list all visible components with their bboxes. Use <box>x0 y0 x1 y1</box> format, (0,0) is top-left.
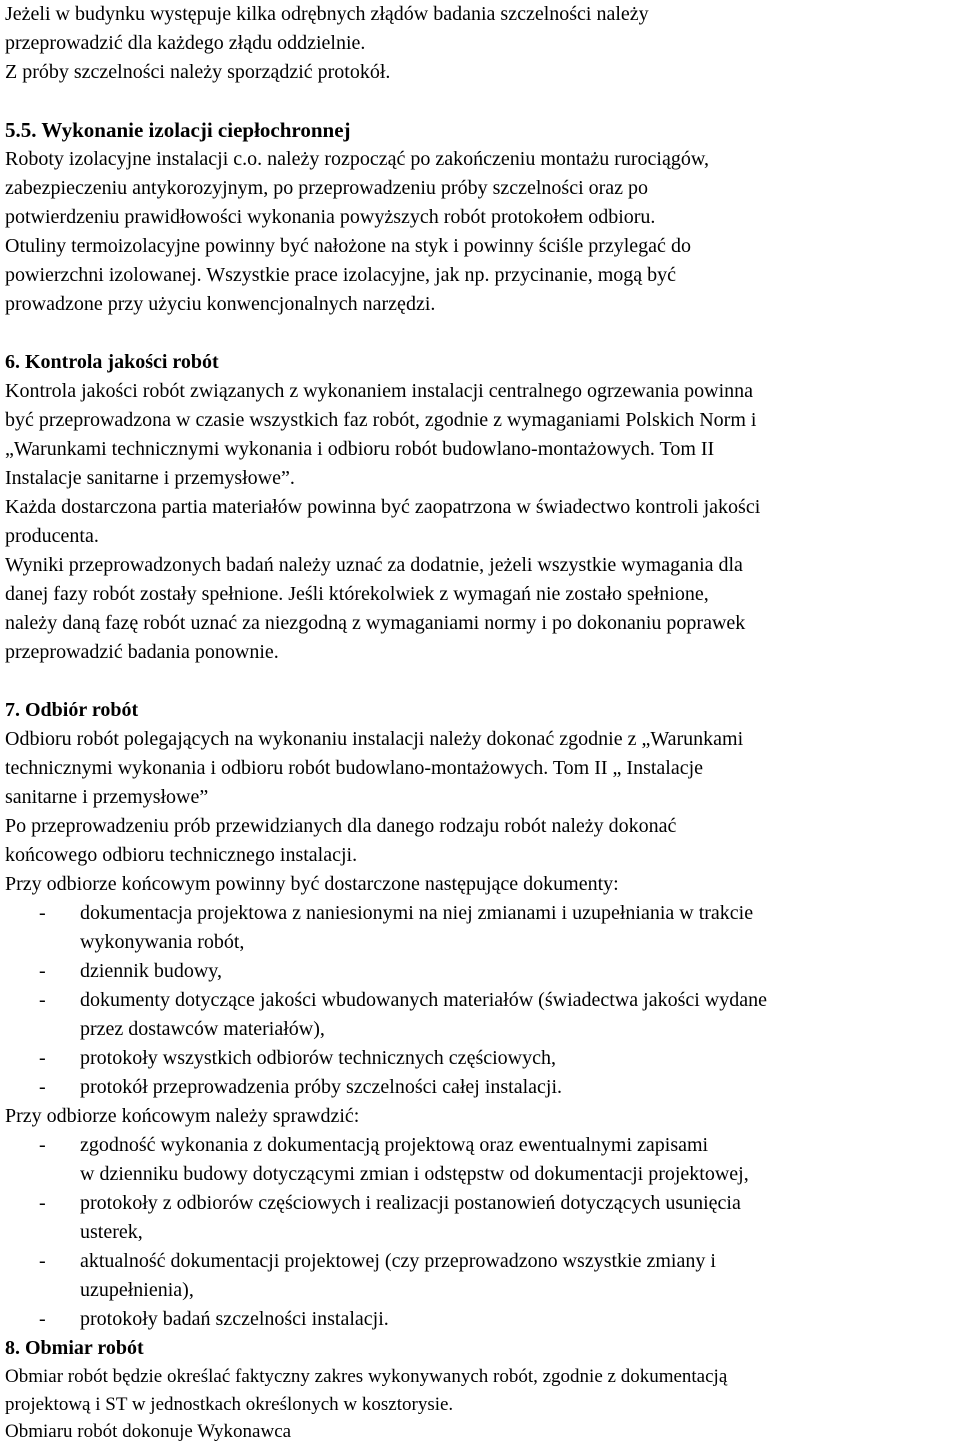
list-item-continuation: uzupełnienia), <box>80 1279 194 1301</box>
spacer <box>5 87 960 116</box>
list-item: - protokoły wszystkich odbiorów technicznych częściowych, <box>5 1044 960 1073</box>
dash-marker: - <box>39 1308 46 1330</box>
dash-marker: - <box>39 1076 46 1098</box>
text-line: sanitarne i przemysłowe” <box>5 786 209 808</box>
section-heading-5-5: 5.5. Wykonanie izolacji ciepłochronnej <box>5 118 351 142</box>
text-line: Obmiar robót będzie określać faktyczny zakres wykonywanych robót, zgodnie z dokumentacją <box>5 1366 728 1387</box>
text-line: technicznymi wykonania i odbioru robót budowlano-montażowych. Tom II „ Instalacje <box>5 757 704 779</box>
list-item-continuation: usterek, <box>80 1221 143 1243</box>
text-line: producenta. <box>5 525 99 547</box>
text-line: Po przeprowadzeniu prób przewidzianych dla danego rodzaju robót należy dokonać <box>5 815 677 837</box>
text-line: Instalacje sanitarne i przemysłowe”. <box>5 467 295 489</box>
text-line: Przy odbiorze końcowym należy sprawdzić: <box>5 1105 360 1127</box>
text-line: należy daną fazę robót uznać za niezgodną z wymaganiami normy i po dokonaniu poprawek <box>5 612 746 634</box>
text-line: Kontrola jakości robót związanych z wykonaniem instalacji centralnego ogrzewania powinna <box>5 380 754 402</box>
section-heading-6: 6. Kontrola jakości robót <box>5 351 219 373</box>
text-line: Przy odbiorze końcowym powinny być dostarczone następujące dokumenty: <box>5 873 619 895</box>
spacer <box>5 319 960 348</box>
section-heading-8: 8. Obmiar robót <box>5 1337 144 1359</box>
text-line: być przeprowadzona w czasie wszystkich faz robót, zgodnie z wymaganiami Polskich Norm i <box>5 409 757 431</box>
text-line: „Warunkami technicznymi wykonania i odbioru robót budowlano-montażowych. Tom II <box>5 438 715 460</box>
text-line: Odbioru robót polegających na wykonaniu instalacji należy dokonać zgodnie z „Warunkami <box>5 728 744 750</box>
dash-marker: - <box>39 989 46 1011</box>
text-line: końcowego odbioru technicznego instalacji. <box>5 844 358 866</box>
text-line: danej fazy robót zostały spełnione. Jeśli którekolwiek z wymagań nie zostało spełnione, <box>5 583 709 605</box>
dash-marker: - <box>39 902 46 924</box>
dash-marker: - <box>39 1134 46 1156</box>
text-line: Każda dostarczona partia materiałów powinna być zaopatrzona w świadectwo kontroli jakości <box>5 496 761 518</box>
section-heading-7: 7. Odbiór robót <box>5 699 139 721</box>
list-item-continuation: w dzienniku budowy dotyczącymi zmian i odstępstw od dokumentacji projektowej, <box>80 1163 749 1185</box>
text-line: projektową i ST w jednostkach określonych w kosztorysie. <box>5 1393 454 1415</box>
list-item: - aktualność dokumentacji projektowej (czy przeprowadzono wszystkie zmiany i <box>5 1247 960 1276</box>
text-line: prowadzone przy użyciu konwencjonalnych narzędzi. <box>5 293 436 315</box>
dash-marker: - <box>39 1250 46 1272</box>
list-item: - protokoły z odbiorów częściowych i realizacji postanowień dotyczących usunięcia <box>5 1189 960 1218</box>
list-item: - zgodność wykonania z dokumentacją projektową oraz ewentualnymi zapisami <box>5 1131 960 1160</box>
text-line: zabezpieczeniu antykorozyjnym, po przeprowadzeniu próby szczelności oraz po <box>5 177 649 199</box>
text-line: Wyniki przeprowadzonych badań należy uznać za dodatnie, jeżeli wszystkie wymagania dla <box>5 554 743 576</box>
text-line: potwierdzeniu prawidłowości wykonania powyższych robót protokołem odbioru. <box>5 206 656 228</box>
checks-list <box>5 1131 960 1334</box>
list-item-continuation: przez dostawców materiałów), <box>80 1018 325 1040</box>
text-line: powierzchni izolowanej. Wszystkie prace izolacyjne, jak np. przycinanie, mogą być <box>5 264 677 286</box>
dash-marker: - <box>39 1047 46 1069</box>
dash-marker: - <box>39 1192 46 1214</box>
text-line: Obmiaru robót dokonuje Wykonawca <box>5 1421 292 1442</box>
list-item: - dokumenty dotyczące jakości wbudowanych materiałów (świadectwa jakości wydane <box>5 986 960 1015</box>
list-item: - protokoły badań szczelności instalacji. <box>5 1305 960 1334</box>
documents-list <box>5 899 960 1102</box>
list-item: - dziennik budowy, <box>5 957 960 986</box>
text-line: Jeżeli w budynku występuje kilka odrębnych złądów badania szczelności należy <box>5 3 649 25</box>
text-line: przeprowadzić badania ponownie. <box>5 641 279 663</box>
list-item: - protokół przeprowadzenia próby szczelności całej instalacji. <box>5 1073 960 1102</box>
list-item-continuation: wykonywania robót, <box>80 931 245 953</box>
text-line: przeprowadzić dla każdego złądu oddzielnie. <box>5 32 366 54</box>
text-line: Roboty izolacyjne instalacji c.o. należy rozpocząć po zakończeniu montażu rurociągów, <box>5 148 709 170</box>
dash-marker: - <box>39 960 46 982</box>
text-line: Z próby szczelności należy sporządzić protokół. <box>5 61 391 83</box>
text-line: Otuliny termoizolacyjne powinny być nałożone na styk i powinny ściśle przylegać do <box>5 235 691 257</box>
list-item: - dokumentacja projektowa z naniesionymi na niej zmianami i uzupełniania w trakcie <box>5 899 960 928</box>
spacer <box>5 667 960 696</box>
